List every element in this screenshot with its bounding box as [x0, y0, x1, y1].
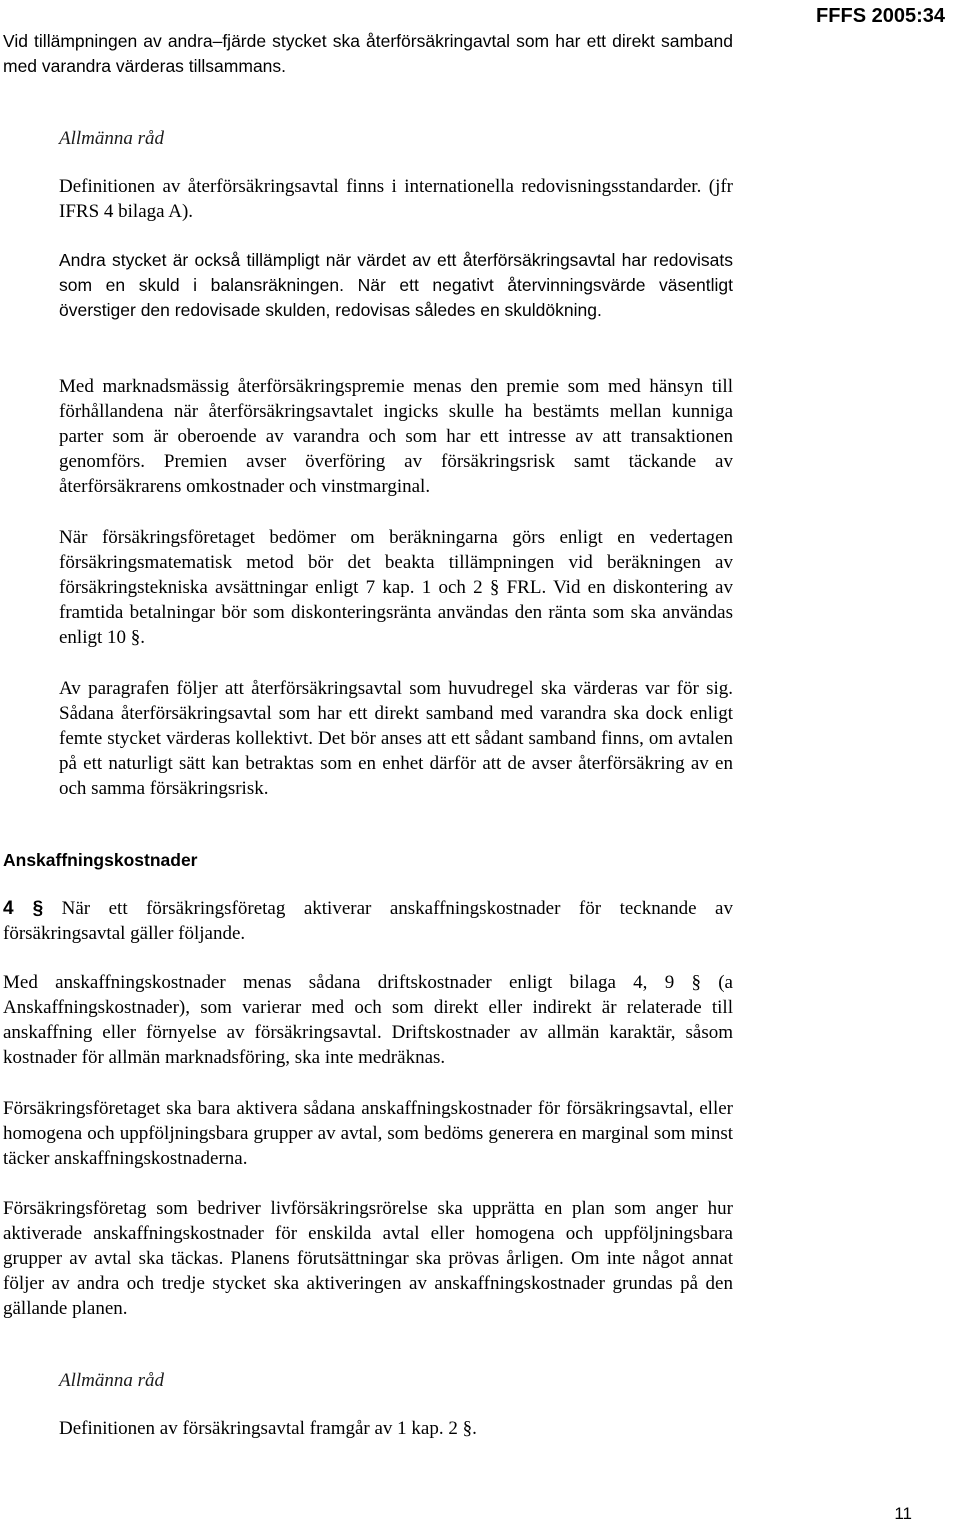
advice-paragraph-premium: Med marknadsmässig återförsäkringspremie menas den premie som med hänsyn till förhållandena när återförsäkringsavtalet ingicks skulle ha bestämts mellan kunniga parter som är oberoende av varandra och som har ett intresse av att transaktionen genomförs. Premien avser överföring av försäkringsrisk samt täckande av återförsäkrarens omkostnader och vinstmarginal. [59, 376, 733, 497]
general-advice-label-2: Allmänna råd [59, 1370, 165, 1391]
section-paragraph-4: Försäkringsföretag som bedriver livförsäkringsrörelse ska upprätta en plan som anger hur aktiverade anskaffningskostnader för enskilda avtal eller homogena och uppföljningsbara grupper av avtal ska täckas. Planens förutsättningar ska prövas årligen. Om inte något annat följer av andra och tredje stycket ska aktiveringen av anskaffningskostnader grundas på den gällande planen. [3, 1198, 733, 1319]
section-paragraph-3: Försäkringsföretaget ska bara aktivera sådana anskaffningskostnader för försäkringsavtal, eller homogena och uppföljningsbara grupper av avtal, som bedöms generera en marginal som minst täcker anskaffningskostnaderna. [3, 1098, 733, 1169]
advice-paragraph-insurance-definition: Definitionen av försäkringsavtal framgår av 1 kap. 2 §. [59, 1418, 477, 1439]
section-paragraph-1 [3, 896, 733, 946]
general-advice-label: Allmänna råd [59, 128, 165, 149]
intro-paragraph: Vid tillämpningen av andra–fjärde stycket ska återförsäkringavtal som har ett direkt samband med varandra värderas tillsammans. [3, 31, 733, 76]
advice-paragraph-actuarial: När försäkringsföretaget bedömer om beräkningarna görs enligt en vedertagen försäkringsmatematisk metod bör det beakta tillämpningen vid beräkningen av försäkringstekniska avsättningar enligt 7 kap. 1 och 2 § FRL. Vid en diskontering av framtida betalningar bör som diskonteringsränta användas den ränta som ska användas enligt 10 §. [59, 527, 733, 648]
section-heading: Anskaffningskostnader [3, 850, 198, 870]
advice-paragraph-debt: Andra stycket är också tillämpligt när värdet av ett återförsäkringsavtal har redovisats som en skuld i balansräkningen. När ett negativt återvinningsvärde väsentligt överstiger den redovisade skulden, redovisas således en skuldökning. [59, 250, 733, 320]
advice-paragraph-valuation: Av paragrafen följer att återförsäkringsavtal som huvudregel ska värderas var för sig. Sådana återförsäkringsavtal som har ett direkt samband med varandra ska dock enligt femte stycket värderas kollektivt. Det bör anses att ett sådant samband finns, om avtalen på ett naturligt sätt kan betraktas som en enhet därför att de avser återförsäkring av en och samma försäkringsrisk. [59, 678, 733, 799]
section-number: 4 § [3, 898, 44, 919]
document-code: FFFS 2005:34 [816, 5, 945, 27]
section-paragraph-1-text: När ett försäkringsföretag aktiverar anskaffningskostnader för tecknande av försäkringsavtal gäller följande. [3, 898, 733, 944]
advice-paragraph-definition: Definitionen av återförsäkringsavtal finns i internationella redovisningsstandarder. (jfr IFRS 4 bilaga A). [59, 176, 733, 222]
page-number: 11 [894, 1504, 912, 1523]
section-paragraph-2: Med anskaffningskostnader menas sådana driftskostnader enligt bilaga 4, 9 § (a Anskaffningskostnader), som varierar med och som direkt eller indirekt är relaterade till anskaffning eller förnyelse av försäkringsavtal. Driftskostnader av allmän karaktär, såsom kostnader för allmän marknadsföring, ska inte medräknas. [3, 972, 733, 1068]
